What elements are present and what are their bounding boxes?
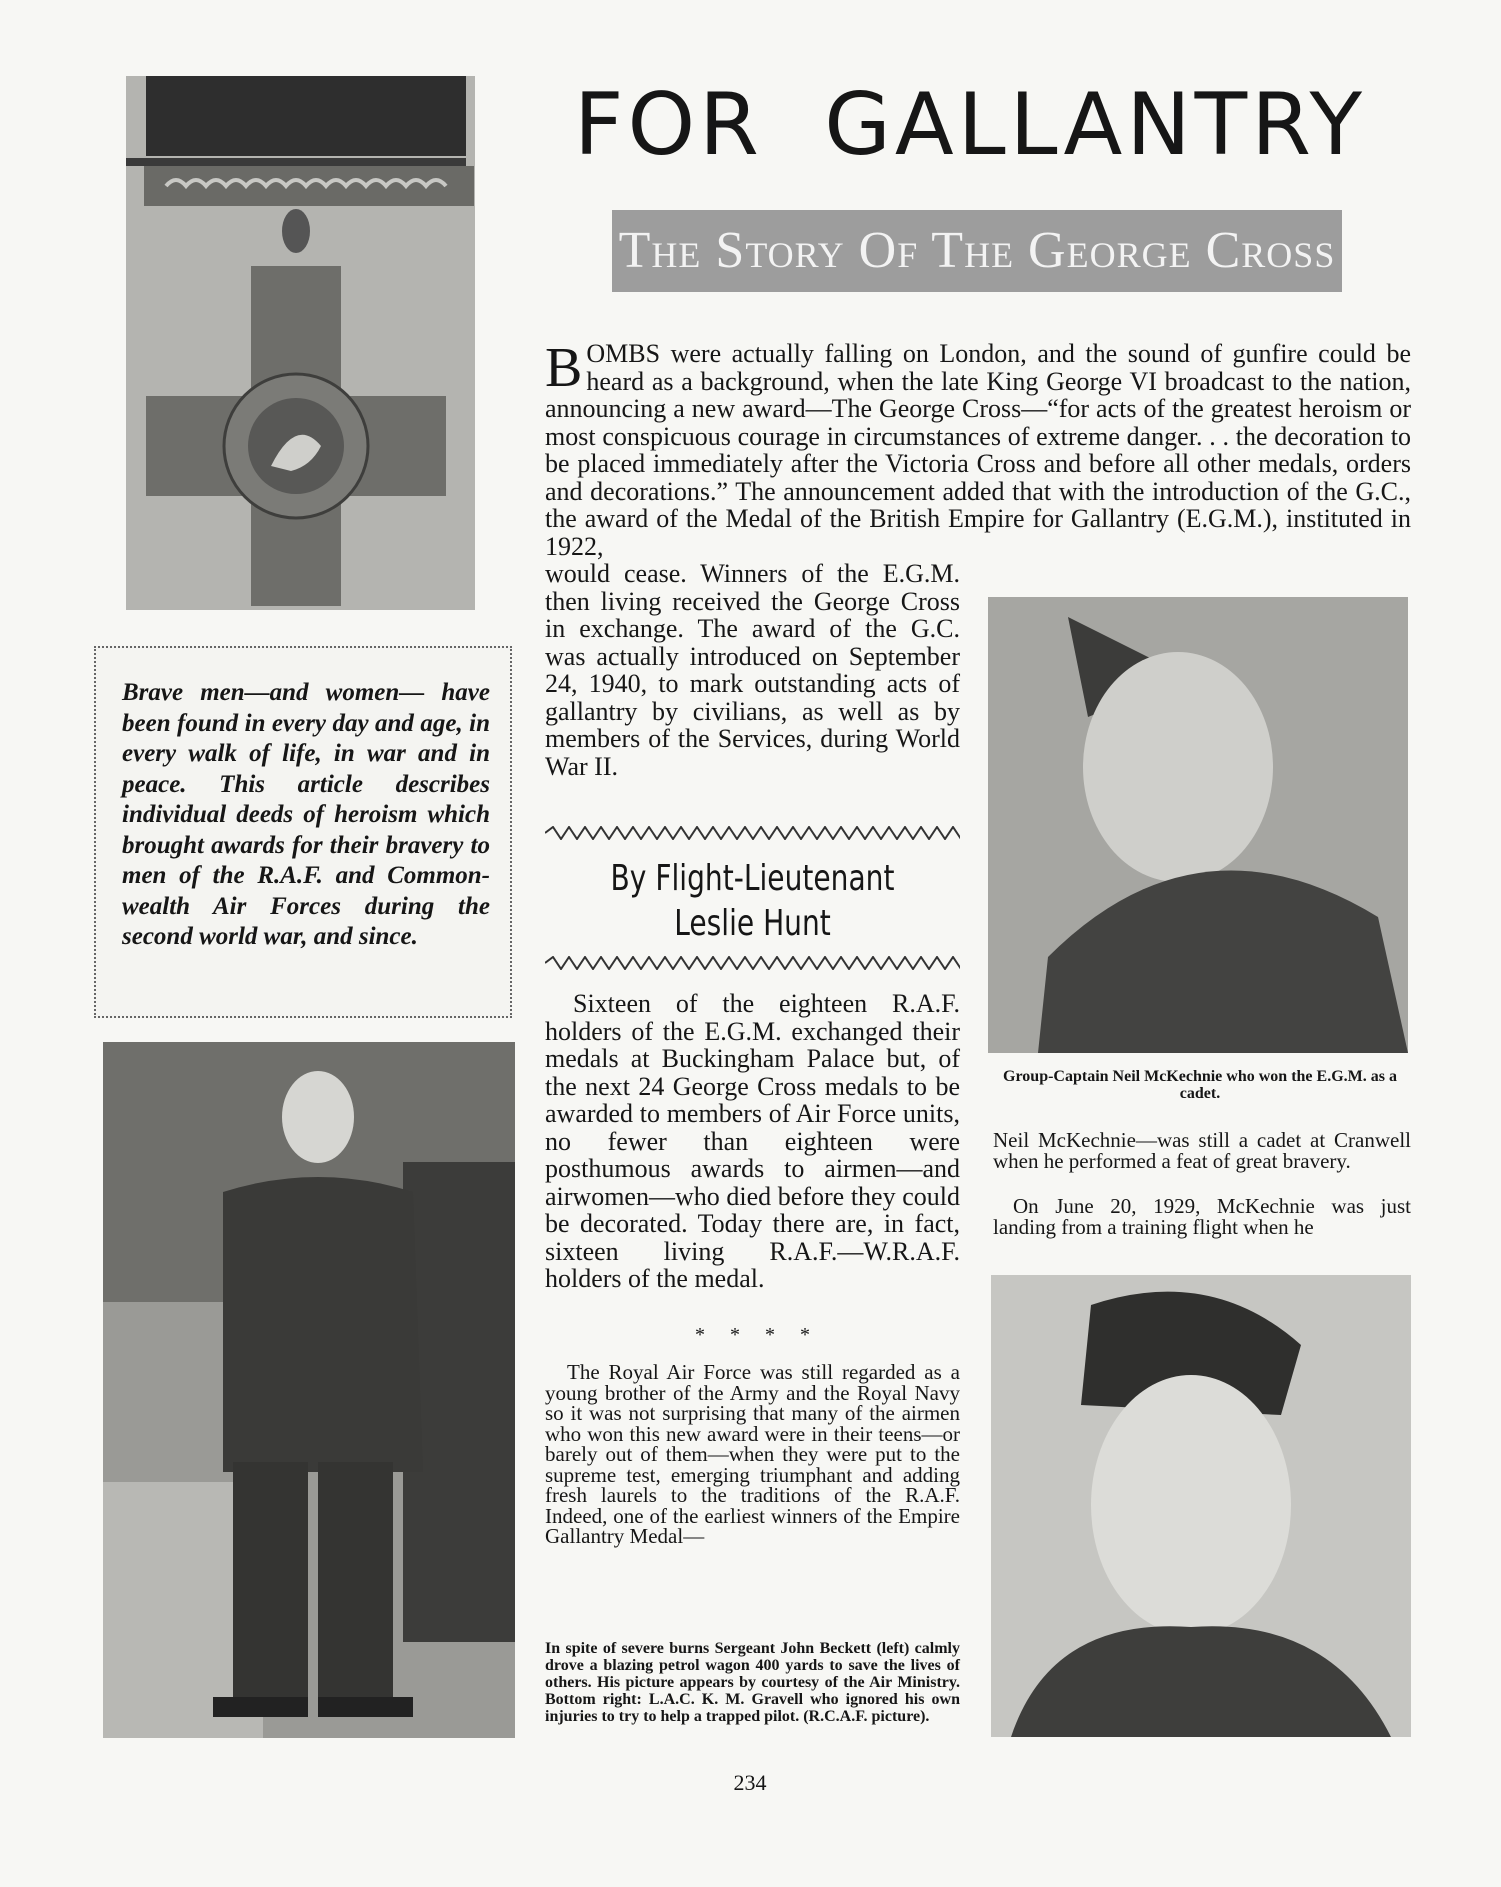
headline: FOR GALLANTRY bbox=[573, 75, 1366, 175]
intro-text: OMBS were actually falling on London, and the sound of gunfire could be heard as a background, when the late King George VI broadcast to the nation, announcing a new award—The George Cross—“for acts of the greatest heroism or most conspicuous courage in circumstances of extreme danger. . . the decoration to be placed immediately after the Victoria Cross and before all other medals, orders and decorations.” The announcement added that with the introduction of the G.C., the award of the Medal of the British Empire for Gallantry (E.G.M.), instituted in 1922, bbox=[545, 339, 1411, 561]
caption-mckechnie: Group-Captain Neil McKechnie who won the E.G.M. as a cadet. bbox=[1003, 1068, 1397, 1102]
byline-block bbox=[545, 826, 960, 970]
pull-quote-text: Brave men—and women— have been found in every day and age, in every walk of life, in war and in peace. This article describes individual deeds of heroism which brought awards for their bravery to men of the R.A.F. and Common- wealth Air Forces during the second world war, and since. bbox=[122, 679, 490, 950]
pull-quote-box bbox=[94, 646, 512, 1018]
right-column-text-1: Neil McKechnie—was still a cadet at Cranwell when he performed a feat of great bravery. bbox=[993, 1128, 1411, 1173]
drop-cap: B bbox=[545, 337, 583, 399]
article-paragraph-3: The Royal Air Force was still regarded as a young brother of the Army and the Royal Navy so it was not surprising that many of the airmen who won this new award were in their teens—or barely out of them—when they were put to the supreme test, emerging triumphant and adding fresh laurels to the traditions of the R.A.F. Indeed, one of the earliest winners of the Empire Gallantry Medal— bbox=[545, 1360, 960, 1548]
george-cross-medal-photo bbox=[126, 76, 475, 610]
caption-beckett-gravell: In spite of severe burns Sergeant John Beckett (left) calmly drove a blazing petrol wagon 400 yards to save the lives of others. His picture appears by courtesy of the Air Ministry. Bottom right: L.A.C. K. M. Gravell who ignored his own injuries to try to help a trapped pilot. (R.C.A.F. picture). bbox=[545, 1640, 960, 1725]
right-column-text-2: On June 20, 1929, McKechnie was just landing from a training flight when he bbox=[993, 1194, 1411, 1239]
article-paragraph-2: Sixteen of the eighteen R.A.F. holders of the E.G.M. exchanged their medals at Buckingham Palace but, of the next 24 George Cross medals to be awarded to members of Air Force units, no fewer than eighteen were posthumous awards to airmen—and airwomen—who died before they could be decorated. Today there are, in fact, sixteen living R.A.F.—W.R.A.F. holders of the medal. bbox=[545, 989, 960, 1293]
byline-divider-bottom bbox=[545, 956, 960, 970]
intro-paragraph bbox=[545, 337, 1411, 561]
medal-image bbox=[126, 76, 475, 610]
byline-divider-top bbox=[545, 826, 960, 840]
byline-author: Leslie Hunt bbox=[674, 903, 831, 944]
sergeant-beckett-photo bbox=[103, 1042, 515, 1738]
gravell-photo bbox=[991, 1275, 1411, 1737]
section-break-stars: * * * * bbox=[695, 1324, 810, 1346]
page-number: 234 bbox=[733, 1770, 767, 1795]
mckechnie-photo bbox=[988, 597, 1408, 1053]
subheadline-banner: The Story Of The George Cross bbox=[612, 210, 1342, 292]
intro-continuation: would cease. Winners of the E.G.M. then living received the George Cross in exchange. The award of the G.C. was actually introduced on September 24, 1940, to mark outstanding acts of gallantry by civilians, as well as by members of the Services, during World War II. bbox=[545, 559, 960, 781]
byline-line1: By Flight-Lieutenant bbox=[610, 858, 895, 899]
